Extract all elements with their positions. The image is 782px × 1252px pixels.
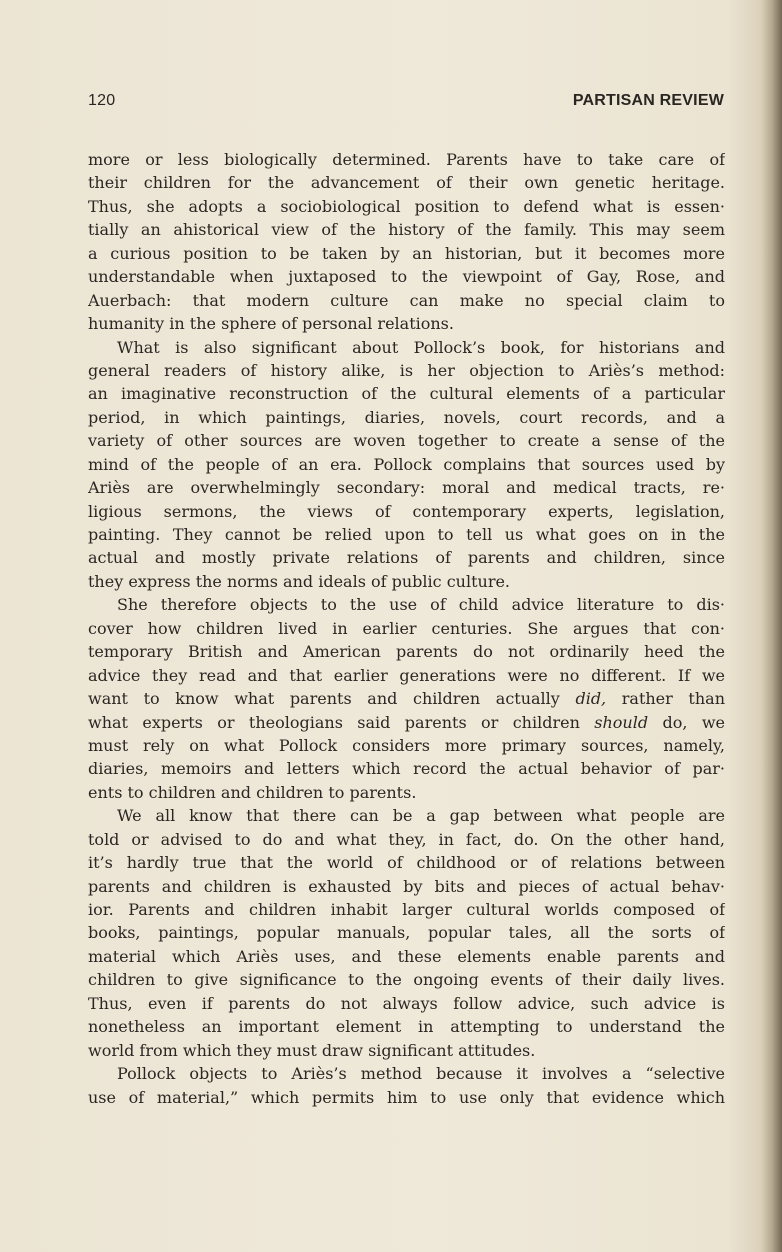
text-line: humanity in the sphere of personal relations. xyxy=(88,314,454,334)
text-line: Ariès are overwhelmingly secondary: moral and medical tracts, re· xyxy=(88,478,725,498)
text-line: ior. Parents and children inhabit larger cultural worlds composed of xyxy=(88,900,725,919)
text-segment: rather than xyxy=(606,689,725,709)
book-spine-shadow xyxy=(762,0,782,1252)
text-line: their children for the advancement of their own genetic heritage. xyxy=(88,173,725,193)
text-line: understandable when juxtaposed to the viewpoint of Gay, Rose, and xyxy=(88,267,725,287)
page-header xyxy=(88,92,724,116)
text-line: painting. They cannot be relied upon to tell us what goes on in the xyxy=(88,525,725,544)
text-line: cover how children lived in earlier centuries. She argues that con· xyxy=(88,618,725,638)
paragraph-first-line: Pollock objects to Ariès’s method because it involves a “selective xyxy=(117,1064,725,1084)
text-line: mind of the people of an era. Pollock complains that sources used by xyxy=(88,454,725,474)
text-line xyxy=(88,687,725,710)
paragraph-first-line: She therefore objects to the use of child advice literature to dis· xyxy=(117,595,725,615)
text-segment: what experts or theologians said parents or children xyxy=(88,712,595,732)
text-line: books, paintings, popular manuals, popular tales, all the sorts of xyxy=(88,923,725,943)
text-line: Auerbach: that modern culture can make no special claim to xyxy=(88,290,725,310)
text-line: Thus, she adopts a sociobiological position to defend what is essen· xyxy=(88,196,725,216)
text-line: actual and mostly private relations of parents and children, since xyxy=(88,548,725,568)
text-line: more or less biologically determined. Parents have to take care of xyxy=(88,150,725,169)
text-line: advice they read and that earlier generations were no different. If we xyxy=(88,665,725,685)
text-line: general readers of history alike, is her objection to Ariès’s method: xyxy=(88,360,725,380)
text-line: they express the norms and ideals of public culture. xyxy=(88,571,511,591)
text-line: told or advised to do and what they, in fact, do. On the other hand, xyxy=(88,829,725,849)
paragraph-first-line: What is also significant about Pollock’s book, for historians and xyxy=(117,337,725,357)
text-line: a curious position to be taken by an historian, but it becomes more xyxy=(88,243,725,263)
text-line: ents to children and children to parents. xyxy=(88,782,417,802)
text-line: use of material,” which permits him to use only that evidence which xyxy=(88,1087,725,1107)
text-line: variety of other sources are woven together to create a sense of the xyxy=(88,431,725,451)
text-segment: want to know what parents and children actually xyxy=(88,689,576,709)
emphasis-did: did, xyxy=(575,689,607,709)
text-line: it’s hardly true that the world of childhood or of relations between xyxy=(88,853,725,873)
text-line: an imaginative reconstruction of the cultural elements of a particular xyxy=(88,384,725,404)
page-number: 120 xyxy=(88,92,116,109)
text-line: Thus, even if parents do not always follow advice, such advice is xyxy=(88,993,725,1013)
text-line: period, in which paintings, diaries, novels, court records, and a xyxy=(88,407,725,427)
text-line: ligious sermons, the views of contemporary experts, legislation, xyxy=(88,501,725,521)
text-line: must rely on what Pollock considers more primary sources, namely, xyxy=(88,735,725,755)
text-line: world from which they must draw significant attitudes. xyxy=(88,1040,536,1060)
text-segment: do, we xyxy=(648,712,725,732)
text-line: children to give significance to the ongoing events of their daily lives. xyxy=(88,970,725,990)
running-head: PARTISAN REVIEW xyxy=(572,92,724,109)
emphasis-should: should xyxy=(594,712,649,732)
text-line: tially an ahistorical view of the history of the family. This may seem xyxy=(88,220,725,240)
body-text xyxy=(88,148,725,1109)
text-line: material which Ariès uses, and these elements enable parents and xyxy=(88,946,725,966)
text-line: temporary British and American parents do not ordinarily heed the xyxy=(88,642,725,662)
text-line: nonetheless an important element in attempting to understand the xyxy=(88,1017,725,1037)
text-line: diaries, memoirs and letters which record the actual behavior of par· xyxy=(88,759,725,779)
text-line: parents and children is exhausted by bits and pieces of actual behav· xyxy=(88,876,725,896)
paragraph-first-line: We all know that there can be a gap between what people are xyxy=(117,806,725,826)
text-line xyxy=(88,711,725,734)
